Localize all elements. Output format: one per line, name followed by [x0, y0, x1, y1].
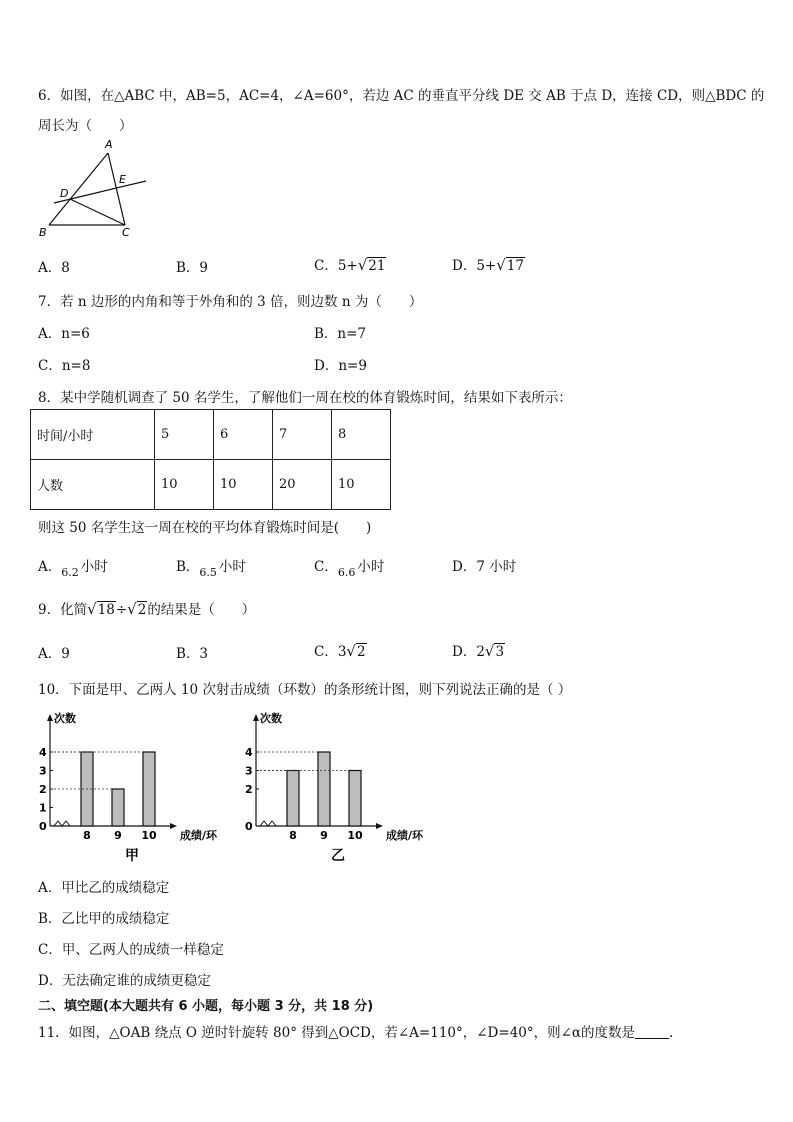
- label-a: A: [105, 138, 113, 151]
- sqrt-symbol: √21: [357, 256, 386, 274]
- q9-radicand-1: 18: [97, 602, 115, 618]
- q8-data-table: [30, 409, 391, 510]
- x-axis-label: 成绩/环: [386, 829, 424, 842]
- q11-stem-text: 11．如图，△OAB 绕点 O 逆时针旋转 80° 得到△OCD，若∠A=110°，∠D=40°，则∠α的度数是: [38, 1025, 636, 1041]
- q11-stem: [38, 1021, 673, 1041]
- label-c: C: [122, 226, 130, 239]
- table-cell: 10: [332, 460, 391, 510]
- q8-option-b-label: B．: [176, 559, 200, 575]
- label-b: B: [39, 226, 47, 239]
- q9-option-c-prefix: C．3: [314, 644, 347, 660]
- y-tick-label: 0: [39, 820, 47, 833]
- q8-option-c-unit: 小时: [357, 559, 385, 575]
- q6-stem-line1: 6．如图，在△ABC 中，AB=5，AC=4，∠A=60°，若边 AC 的垂直平分线 DE 交 AB 于点 D，连接 CD，则△BDC 的: [38, 88, 765, 104]
- q6-option-c-prefix: C．5+: [314, 258, 358, 274]
- x-tick-label: 10: [141, 829, 157, 842]
- bar: [143, 752, 155, 826]
- axis-break: [260, 821, 276, 826]
- section-2-title: 二、填空题(本大题共有 6 小题，每小题 3 分，共 18 分): [38, 999, 374, 1014]
- q8-option-a-label: A．: [38, 559, 62, 575]
- y-axis-label: 次数: [54, 712, 76, 725]
- q7-option-d[interactable]: D．n=9: [314, 358, 367, 374]
- bar: [318, 752, 330, 826]
- x-tick-label: 8: [83, 829, 91, 842]
- q8-option-b-unit: 小时: [218, 559, 246, 575]
- q8-question: 则这 50 名学生这一周在校的平均体育锻炼时间是( ): [38, 520, 372, 536]
- y-tick-label: 3: [39, 764, 47, 778]
- q7-option-b[interactable]: B．n=7: [314, 326, 367, 342]
- q9-option-b[interactable]: B．3: [176, 646, 209, 662]
- y-axis-arrow: [253, 714, 259, 721]
- table-cell: 8: [332, 410, 391, 460]
- q10-option-a[interactable]: A．甲比乙的成绩稳定: [38, 880, 170, 896]
- x-tick-label: 9: [320, 829, 328, 842]
- table-row: [31, 460, 391, 510]
- q9-stem: [38, 598, 255, 618]
- bar-chart-yi: [236, 706, 446, 866]
- table-cell: 10: [214, 460, 273, 510]
- table-cell: 10: [155, 460, 214, 510]
- q6-option-d-prefix: D．5+: [452, 258, 497, 274]
- q10-option-b[interactable]: B．乙比甲的成绩稳定: [38, 911, 170, 927]
- q7-option-c[interactable]: C．n=8: [38, 358, 91, 374]
- x-tick-label: 8: [289, 829, 297, 842]
- sqrt-symbol: √2: [127, 600, 147, 618]
- x-tick-label: 9: [114, 829, 122, 842]
- label-d: D: [60, 187, 69, 200]
- table-row: [31, 410, 391, 460]
- label-e: E: [119, 173, 126, 186]
- q8-option-a-unit: 小时: [80, 559, 108, 575]
- table-cell: 6: [214, 410, 273, 460]
- q7-option-a[interactable]: A．n=6: [38, 326, 90, 342]
- bar-chart-jia: [30, 706, 240, 866]
- q6-option-b[interactable]: B．9: [176, 260, 209, 276]
- y-axis-arrow: [47, 714, 53, 721]
- q8-option-b[interactable]: [176, 555, 246, 579]
- q7-stem: 7．若 n 边形的内角和等于外角和的 3 倍，则边数 n 为（ ）: [38, 294, 423, 310]
- q6-option-a[interactable]: A．8: [38, 260, 70, 276]
- q9-option-a[interactable]: A．9: [38, 646, 70, 662]
- table-cell: 20: [273, 460, 332, 510]
- q11-stem-end: .: [669, 1025, 674, 1041]
- table-cell: 人数: [31, 460, 155, 510]
- y-tick-label: 1: [39, 801, 47, 815]
- q9-option-c[interactable]: [314, 640, 367, 660]
- x-axis-arrow: [170, 823, 177, 829]
- q9-divide-operator: ÷: [115, 602, 128, 618]
- chart-title: 乙: [331, 848, 345, 864]
- sqrt-symbol: √17: [496, 256, 524, 274]
- q9-stem-prefix: 9．化简: [38, 602, 88, 618]
- q6-option-c[interactable]: [314, 254, 386, 274]
- table-cell: 7: [273, 410, 332, 460]
- q9-option-d-prefix: D．2: [452, 644, 485, 660]
- q6-triangle-figure: [34, 137, 154, 241]
- y-tick-label: 2: [39, 783, 47, 796]
- q6-option-d[interactable]: [452, 254, 525, 274]
- q9-option-d[interactable]: [452, 640, 505, 660]
- q8-option-d[interactable]: D．7 小时: [452, 559, 517, 575]
- x-tick-label: 10: [347, 829, 363, 842]
- table-cell: 5: [155, 410, 214, 460]
- x-axis-arrow: [376, 823, 383, 829]
- y-tick-label: 4: [39, 746, 47, 759]
- q8-option-b-value: 6.5: [199, 566, 217, 579]
- q9-option-c-radicand: 2: [356, 644, 366, 660]
- q9-stem-suffix: 的结果是（ ）: [147, 602, 256, 618]
- q9-option-d-radicand: 3: [495, 644, 505, 660]
- q6-option-d-radicand: 17: [506, 258, 524, 274]
- sqrt-symbol: √2: [346, 642, 366, 660]
- q10-stem: 10．下面是甲、乙两人 10 次射击成绩（环数）的条形统计图，则下列说法正确的是（ ）: [38, 682, 572, 698]
- chart-title: 甲: [125, 848, 139, 864]
- y-axis-label: 次数: [260, 712, 282, 725]
- sqrt-symbol: √3: [484, 642, 505, 660]
- q9-radicand-2: 2: [137, 602, 147, 618]
- q10-option-d[interactable]: D．无法确定谁的成绩更稳定: [38, 973, 211, 989]
- q8-option-c-label: C．: [314, 559, 338, 575]
- q6-option-c-radicand: 21: [368, 258, 386, 274]
- q10-option-c[interactable]: C．甲、乙两人的成绩一样稳定: [38, 942, 224, 958]
- q8-option-a[interactable]: [38, 555, 108, 579]
- bar: [287, 771, 299, 827]
- table-cell: 时间/小时: [31, 410, 155, 460]
- bar: [112, 789, 124, 826]
- answer-blank[interactable]: [635, 1026, 669, 1039]
- q8-option-a-value: 6.2: [61, 566, 79, 579]
- q8-option-c[interactable]: [314, 555, 384, 579]
- axis-break: [54, 821, 70, 826]
- y-tick-label: 4: [245, 746, 253, 759]
- x-axis-label: 成绩/环: [180, 829, 218, 842]
- q8-option-c-value: 6.6: [337, 566, 356, 579]
- y-tick-label: 0: [245, 820, 253, 833]
- y-tick-label: 2: [245, 783, 253, 796]
- bar: [349, 771, 361, 827]
- q8-stem: 8．某中学随机调查了 50 名学生，了解他们一周在校的体育锻炼时间，结果如下表所示：: [38, 390, 572, 406]
- q6-stem-line2: 周长为（ ）: [38, 118, 133, 134]
- y-tick-label: 3: [245, 764, 253, 778]
- sqrt-symbol: √18: [87, 600, 115, 618]
